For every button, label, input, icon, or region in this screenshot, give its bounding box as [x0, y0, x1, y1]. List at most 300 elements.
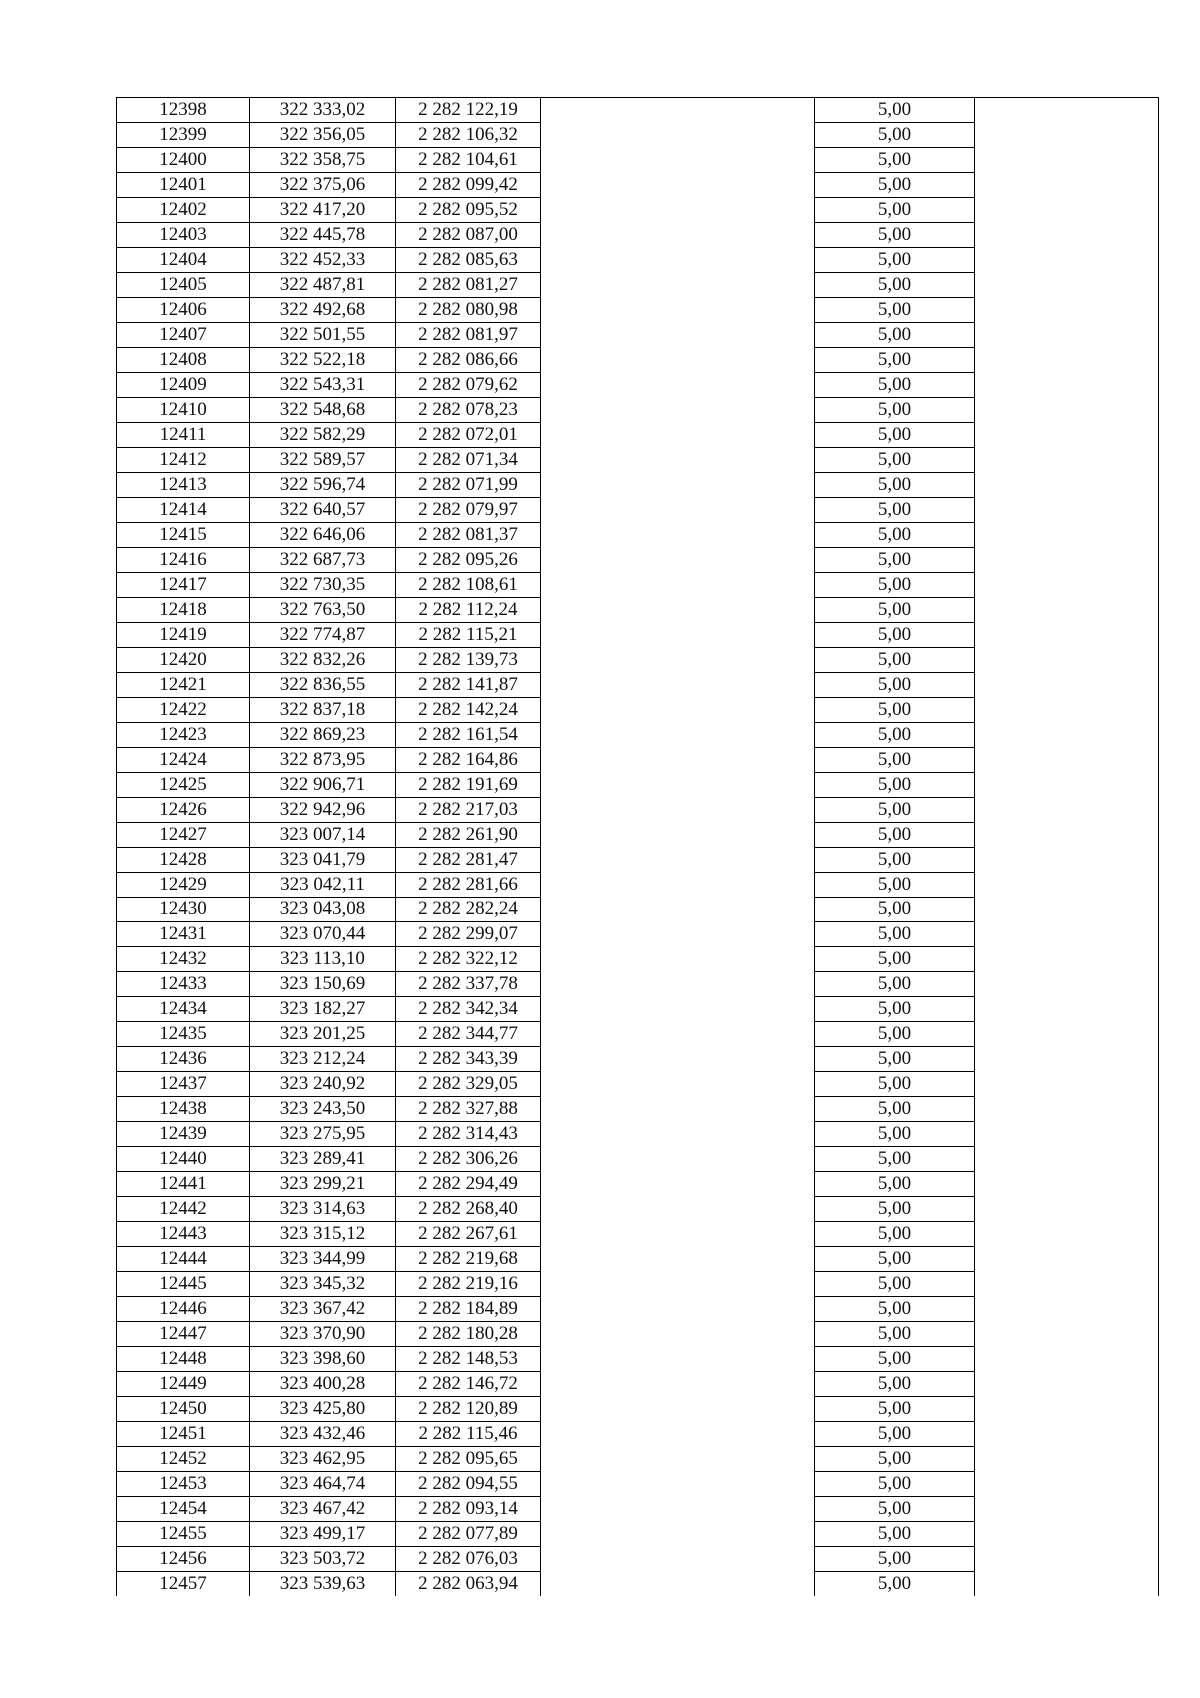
table-row — [117, 222, 1159, 247]
y-coordinate-cell: 2 282 079,97 — [396, 497, 541, 522]
value-cell: 5,00 — [815, 1547, 975, 1572]
y-coordinate-cell: 2 282 327,88 — [396, 1097, 541, 1122]
empty-cell — [541, 197, 815, 222]
empty-cell — [975, 1247, 1159, 1272]
x-coordinate-cell: 322 763,50 — [250, 597, 396, 622]
x-coordinate-cell: 323 367,42 — [250, 1297, 396, 1322]
empty-cell — [541, 322, 815, 347]
x-coordinate-cell: 322 832,26 — [250, 647, 396, 672]
table-row — [117, 1097, 1159, 1122]
empty-cell — [975, 1022, 1159, 1047]
table-row — [117, 1297, 1159, 1322]
empty-cell — [541, 1422, 815, 1447]
empty-cell — [975, 997, 1159, 1022]
y-coordinate-cell: 2 282 063,94 — [396, 1572, 541, 1596]
point-number-cell: 12426 — [117, 797, 250, 822]
empty-cell — [975, 1297, 1159, 1322]
y-coordinate-cell: 2 282 142,24 — [396, 697, 541, 722]
x-coordinate-cell: 323 344,99 — [250, 1247, 396, 1272]
empty-cell — [975, 122, 1159, 147]
empty-cell — [975, 697, 1159, 722]
value-cell: 5,00 — [815, 597, 975, 622]
value-cell: 5,00 — [815, 972, 975, 997]
empty-cell — [975, 222, 1159, 247]
empty-cell — [975, 422, 1159, 447]
empty-cell — [975, 1347, 1159, 1372]
point-number-cell: 12457 — [117, 1572, 250, 1596]
point-number-cell: 12445 — [117, 1272, 250, 1297]
empty-cell — [975, 447, 1159, 472]
point-number-cell: 12449 — [117, 1372, 250, 1397]
empty-cell — [541, 1222, 815, 1247]
empty-cell — [975, 1222, 1159, 1247]
x-coordinate-cell: 322 333,02 — [250, 98, 396, 123]
table-row — [117, 547, 1159, 572]
point-number-cell: 12421 — [117, 672, 250, 697]
value-cell: 5,00 — [815, 1022, 975, 1047]
x-coordinate-cell: 322 774,87 — [250, 622, 396, 647]
empty-cell — [975, 522, 1159, 547]
value-cell: 5,00 — [815, 1297, 975, 1322]
y-coordinate-cell: 2 282 112,24 — [396, 597, 541, 622]
x-coordinate-cell: 323 243,50 — [250, 1097, 396, 1122]
x-coordinate-cell: 323 289,41 — [250, 1147, 396, 1172]
empty-cell — [975, 98, 1159, 123]
table-row — [117, 997, 1159, 1022]
x-coordinate-cell: 323 042,11 — [250, 872, 396, 897]
value-cell: 5,00 — [815, 322, 975, 347]
empty-cell — [975, 372, 1159, 397]
empty-cell — [975, 1172, 1159, 1197]
point-number-cell: 12418 — [117, 597, 250, 622]
empty-cell — [975, 572, 1159, 597]
empty-cell — [541, 1072, 815, 1097]
empty-cell — [541, 297, 815, 322]
y-coordinate-cell: 2 282 078,23 — [396, 397, 541, 422]
y-coordinate-cell: 2 282 146,72 — [396, 1372, 541, 1397]
x-coordinate-cell: 323 314,63 — [250, 1197, 396, 1222]
table-row — [117, 872, 1159, 897]
y-coordinate-cell: 2 282 141,87 — [396, 672, 541, 697]
y-coordinate-cell: 2 282 294,49 — [396, 1172, 541, 1197]
point-number-cell: 12448 — [117, 1347, 250, 1372]
x-coordinate-cell: 323 041,79 — [250, 847, 396, 872]
value-cell: 5,00 — [815, 1572, 975, 1596]
y-coordinate-cell: 2 282 081,37 — [396, 522, 541, 547]
table-row — [117, 1222, 1159, 1247]
empty-cell — [541, 1197, 815, 1222]
y-coordinate-cell: 2 282 108,61 — [396, 572, 541, 597]
x-coordinate-cell: 323 201,25 — [250, 1022, 396, 1047]
x-coordinate-cell: 322 596,74 — [250, 472, 396, 497]
x-coordinate-cell: 323 462,95 — [250, 1447, 396, 1472]
table-row — [117, 1047, 1159, 1072]
table-row — [117, 522, 1159, 547]
empty-cell — [975, 1472, 1159, 1497]
point-number-cell: 12404 — [117, 247, 250, 272]
empty-cell — [975, 1397, 1159, 1422]
table-row — [117, 1447, 1159, 1472]
x-coordinate-cell: 323 275,95 — [250, 1122, 396, 1147]
empty-cell — [975, 1272, 1159, 1297]
value-cell: 5,00 — [815, 847, 975, 872]
y-coordinate-cell: 2 282 180,28 — [396, 1322, 541, 1347]
y-coordinate-cell: 2 282 122,19 — [396, 98, 541, 123]
empty-cell — [541, 522, 815, 547]
point-number-cell: 12432 — [117, 947, 250, 972]
x-coordinate-cell: 322 375,06 — [250, 172, 396, 197]
x-coordinate-cell: 322 906,71 — [250, 772, 396, 797]
y-coordinate-cell: 2 282 281,66 — [396, 872, 541, 897]
empty-cell — [541, 1347, 815, 1372]
empty-cell — [541, 397, 815, 422]
x-coordinate-cell: 323 315,12 — [250, 1222, 396, 1247]
value-cell: 5,00 — [815, 272, 975, 297]
table-row — [117, 447, 1159, 472]
empty-cell — [975, 822, 1159, 847]
table-row — [117, 147, 1159, 172]
y-coordinate-cell: 2 282 191,69 — [396, 772, 541, 797]
empty-cell — [975, 272, 1159, 297]
x-coordinate-cell: 323 240,92 — [250, 1072, 396, 1097]
empty-cell — [541, 622, 815, 647]
empty-cell — [975, 622, 1159, 647]
point-number-cell: 12430 — [117, 897, 250, 922]
point-number-cell: 12419 — [117, 622, 250, 647]
y-coordinate-cell: 2 282 148,53 — [396, 1347, 541, 1372]
value-cell: 5,00 — [815, 947, 975, 972]
empty-cell — [541, 1497, 815, 1522]
empty-cell — [975, 847, 1159, 872]
value-cell: 5,00 — [815, 397, 975, 422]
point-number-cell: 12403 — [117, 222, 250, 247]
empty-cell — [541, 372, 815, 397]
value-cell: 5,00 — [815, 622, 975, 647]
empty-cell — [975, 797, 1159, 822]
value-cell: 5,00 — [815, 347, 975, 372]
empty-cell — [975, 172, 1159, 197]
empty-cell — [541, 1472, 815, 1497]
y-coordinate-cell: 2 282 164,86 — [396, 747, 541, 772]
empty-cell — [975, 1572, 1159, 1596]
table-row — [117, 947, 1159, 972]
table-row — [117, 322, 1159, 347]
empty-cell — [541, 922, 815, 947]
point-number-cell: 12435 — [117, 1022, 250, 1047]
table-row — [117, 622, 1159, 647]
x-coordinate-cell: 322 417,20 — [250, 197, 396, 222]
coordinates-table — [116, 97, 1159, 1596]
x-coordinate-cell: 322 501,55 — [250, 322, 396, 347]
table-row — [117, 1522, 1159, 1547]
x-coordinate-cell: 323 467,42 — [250, 1497, 396, 1522]
table-row — [117, 197, 1159, 222]
empty-cell — [541, 847, 815, 872]
point-number-cell: 12401 — [117, 172, 250, 197]
y-coordinate-cell: 2 282 267,61 — [396, 1222, 541, 1247]
point-number-cell: 12438 — [117, 1097, 250, 1122]
x-coordinate-cell: 322 646,06 — [250, 522, 396, 547]
table-row — [117, 1322, 1159, 1347]
value-cell: 5,00 — [815, 522, 975, 547]
point-number-cell: 12431 — [117, 922, 250, 947]
empty-cell — [541, 447, 815, 472]
table-row — [117, 797, 1159, 822]
x-coordinate-cell: 323 499,17 — [250, 1522, 396, 1547]
x-coordinate-cell: 322 582,29 — [250, 422, 396, 447]
point-number-cell: 12425 — [117, 772, 250, 797]
empty-cell — [541, 1272, 815, 1297]
empty-cell — [541, 122, 815, 147]
value-cell: 5,00 — [815, 1522, 975, 1547]
point-number-cell: 12398 — [117, 98, 250, 123]
value-cell: 5,00 — [815, 172, 975, 197]
empty-cell — [975, 297, 1159, 322]
point-number-cell: 12400 — [117, 147, 250, 172]
x-coordinate-cell: 323 007,14 — [250, 822, 396, 847]
value-cell: 5,00 — [815, 1272, 975, 1297]
value-cell: 5,00 — [815, 1247, 975, 1272]
empty-cell — [975, 1522, 1159, 1547]
y-coordinate-cell: 2 282 106,32 — [396, 122, 541, 147]
point-number-cell: 12442 — [117, 1197, 250, 1222]
x-coordinate-cell: 322 548,68 — [250, 397, 396, 422]
table-row — [117, 1147, 1159, 1172]
x-coordinate-cell: 322 452,33 — [250, 247, 396, 272]
point-number-cell: 12452 — [117, 1447, 250, 1472]
value-cell: 5,00 — [815, 997, 975, 1022]
table-row — [117, 372, 1159, 397]
empty-cell — [541, 98, 815, 123]
empty-cell — [541, 822, 815, 847]
empty-cell — [541, 347, 815, 372]
empty-cell — [975, 1547, 1159, 1572]
point-number-cell: 12423 — [117, 722, 250, 747]
empty-cell — [975, 672, 1159, 697]
table-row — [117, 972, 1159, 997]
empty-cell — [541, 172, 815, 197]
y-coordinate-cell: 2 282 104,61 — [396, 147, 541, 172]
empty-cell — [541, 1372, 815, 1397]
y-coordinate-cell: 2 282 184,89 — [396, 1297, 541, 1322]
x-coordinate-cell: 323 503,72 — [250, 1547, 396, 1572]
table-row — [117, 347, 1159, 372]
y-coordinate-cell: 2 282 095,65 — [396, 1447, 541, 1472]
y-coordinate-cell: 2 282 071,99 — [396, 472, 541, 497]
value-cell: 5,00 — [815, 98, 975, 123]
y-coordinate-cell: 2 282 094,55 — [396, 1472, 541, 1497]
value-cell: 5,00 — [815, 672, 975, 697]
point-number-cell: 12451 — [117, 1422, 250, 1447]
y-coordinate-cell: 2 282 343,39 — [396, 1047, 541, 1072]
table-row — [117, 847, 1159, 872]
table-row — [117, 1347, 1159, 1372]
y-coordinate-cell: 2 282 087,00 — [396, 222, 541, 247]
point-number-cell: 12424 — [117, 747, 250, 772]
value-cell: 5,00 — [815, 1347, 975, 1372]
table-row — [117, 422, 1159, 447]
x-coordinate-cell: 323 539,63 — [250, 1572, 396, 1596]
empty-cell — [541, 472, 815, 497]
value-cell: 5,00 — [815, 1322, 975, 1347]
empty-cell — [541, 1097, 815, 1122]
empty-cell — [975, 1047, 1159, 1072]
empty-cell — [975, 1497, 1159, 1522]
x-coordinate-cell: 322 837,18 — [250, 697, 396, 722]
table-row — [117, 1397, 1159, 1422]
value-cell: 5,00 — [815, 1122, 975, 1147]
point-number-cell: 12434 — [117, 997, 250, 1022]
value-cell: 5,00 — [815, 147, 975, 172]
value-cell: 5,00 — [815, 447, 975, 472]
point-number-cell: 12455 — [117, 1522, 250, 1547]
empty-cell — [975, 897, 1159, 922]
point-number-cell: 12410 — [117, 397, 250, 422]
y-coordinate-cell: 2 282 337,78 — [396, 972, 541, 997]
empty-cell — [975, 972, 1159, 997]
y-coordinate-cell: 2 282 072,01 — [396, 422, 541, 447]
x-coordinate-cell: 323 299,21 — [250, 1172, 396, 1197]
empty-cell — [541, 722, 815, 747]
value-cell: 5,00 — [815, 1147, 975, 1172]
table-row — [117, 1022, 1159, 1047]
y-coordinate-cell: 2 282 081,97 — [396, 322, 541, 347]
point-number-cell: 12406 — [117, 297, 250, 322]
empty-cell — [975, 497, 1159, 522]
value-cell: 5,00 — [815, 122, 975, 147]
empty-cell — [541, 947, 815, 972]
y-coordinate-cell: 2 282 306,26 — [396, 1147, 541, 1172]
value-cell: 5,00 — [815, 922, 975, 947]
value-cell: 5,00 — [815, 822, 975, 847]
table-row — [117, 272, 1159, 297]
value-cell: 5,00 — [815, 472, 975, 497]
empty-cell — [541, 547, 815, 572]
table-row — [117, 172, 1159, 197]
empty-cell — [541, 1397, 815, 1422]
table-row — [117, 747, 1159, 772]
y-coordinate-cell: 2 282 314,43 — [396, 1122, 541, 1147]
x-coordinate-cell: 322 522,18 — [250, 347, 396, 372]
x-coordinate-cell: 322 358,75 — [250, 147, 396, 172]
empty-cell — [975, 1372, 1159, 1397]
empty-cell — [541, 1247, 815, 1272]
point-number-cell: 12428 — [117, 847, 250, 872]
empty-cell — [541, 872, 815, 897]
y-coordinate-cell: 2 282 115,21 — [396, 622, 541, 647]
empty-cell — [975, 197, 1159, 222]
x-coordinate-cell: 323 398,60 — [250, 1347, 396, 1372]
value-cell: 5,00 — [815, 222, 975, 247]
point-number-cell: 12446 — [117, 1297, 250, 1322]
point-number-cell: 12427 — [117, 822, 250, 847]
empty-cell — [541, 897, 815, 922]
table-row — [117, 697, 1159, 722]
x-coordinate-cell: 322 836,55 — [250, 672, 396, 697]
table-row — [117, 1422, 1159, 1447]
empty-cell — [541, 597, 815, 622]
value-cell: 5,00 — [815, 372, 975, 397]
value-cell: 5,00 — [815, 697, 975, 722]
table-row — [117, 472, 1159, 497]
value-cell: 5,00 — [815, 1072, 975, 1097]
y-coordinate-cell: 2 282 115,46 — [396, 1422, 541, 1447]
empty-cell — [975, 397, 1159, 422]
empty-cell — [541, 497, 815, 522]
y-coordinate-cell: 2 282 081,27 — [396, 272, 541, 297]
y-coordinate-cell: 2 282 161,54 — [396, 722, 541, 747]
point-number-cell: 12411 — [117, 422, 250, 447]
empty-cell — [975, 347, 1159, 372]
x-coordinate-cell: 323 150,69 — [250, 972, 396, 997]
table-row — [117, 497, 1159, 522]
table-row — [117, 822, 1159, 847]
point-number-cell: 12408 — [117, 347, 250, 372]
x-coordinate-cell: 323 113,10 — [250, 947, 396, 972]
value-cell: 5,00 — [815, 772, 975, 797]
table-row — [117, 772, 1159, 797]
point-number-cell: 12453 — [117, 1472, 250, 1497]
empty-cell — [541, 997, 815, 1022]
point-number-cell: 12407 — [117, 322, 250, 347]
table-row — [117, 1072, 1159, 1097]
table-row — [117, 597, 1159, 622]
y-coordinate-cell: 2 282 281,47 — [396, 847, 541, 872]
y-coordinate-cell: 2 282 329,05 — [396, 1072, 541, 1097]
table-row — [117, 647, 1159, 672]
y-coordinate-cell: 2 282 120,89 — [396, 1397, 541, 1422]
table-row — [117, 722, 1159, 747]
point-number-cell: 12437 — [117, 1072, 250, 1097]
x-coordinate-cell: 323 464,74 — [250, 1472, 396, 1497]
table-row — [117, 1122, 1159, 1147]
x-coordinate-cell: 323 345,32 — [250, 1272, 396, 1297]
table-row — [117, 297, 1159, 322]
point-number-cell: 12441 — [117, 1172, 250, 1197]
point-number-cell: 12447 — [117, 1322, 250, 1347]
value-cell: 5,00 — [815, 647, 975, 672]
x-coordinate-cell: 322 492,68 — [250, 297, 396, 322]
x-coordinate-cell: 323 070,44 — [250, 922, 396, 947]
y-coordinate-cell: 2 282 268,40 — [396, 1197, 541, 1222]
x-coordinate-cell: 323 425,80 — [250, 1397, 396, 1422]
empty-cell — [541, 772, 815, 797]
table-row — [117, 1572, 1159, 1596]
table-row — [117, 122, 1159, 147]
empty-cell — [975, 1072, 1159, 1097]
y-coordinate-cell: 2 282 095,26 — [396, 547, 541, 572]
point-number-cell: 12413 — [117, 472, 250, 497]
x-coordinate-cell: 322 687,73 — [250, 547, 396, 572]
y-coordinate-cell: 2 282 261,90 — [396, 822, 541, 847]
table-row — [117, 1372, 1159, 1397]
point-number-cell: 12454 — [117, 1497, 250, 1522]
table-row — [117, 572, 1159, 597]
value-cell: 5,00 — [815, 872, 975, 897]
empty-cell — [975, 1122, 1159, 1147]
empty-cell — [541, 1322, 815, 1347]
empty-cell — [975, 1322, 1159, 1347]
empty-cell — [975, 647, 1159, 672]
empty-cell — [541, 797, 815, 822]
value-cell: 5,00 — [815, 1047, 975, 1072]
value-cell: 5,00 — [815, 1097, 975, 1122]
empty-cell — [541, 147, 815, 172]
empty-cell — [541, 647, 815, 672]
y-coordinate-cell: 2 282 344,77 — [396, 1022, 541, 1047]
empty-cell — [541, 1122, 815, 1147]
empty-cell — [975, 1447, 1159, 1472]
